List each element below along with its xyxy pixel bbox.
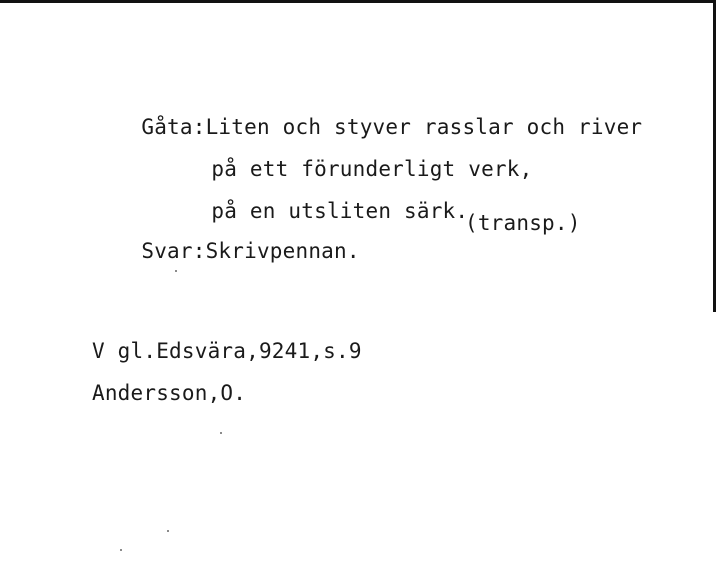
riddle-text-3: på en utsliten särk. — [211, 199, 469, 223]
paper-speck — [120, 549, 122, 551]
answer-text: Skrivpennan. — [205, 239, 360, 263]
riddle-text-2: på ett förunderligt verk, — [211, 157, 533, 181]
collector-name: Andersson,O. — [92, 381, 247, 405]
source-reference: V gl.Edsvära,9241,s.9 — [92, 339, 362, 363]
riddle-text-1: Liten och styver rasslar och river — [205, 115, 643, 139]
paper-speck — [167, 530, 169, 532]
transcription-note: (transp.) — [465, 211, 581, 235]
answer-label: Svar: — [141, 239, 206, 263]
card-top-border — [0, 0, 716, 3]
answer-line — [90, 212, 360, 290]
riddle-label: Gåta: — [141, 115, 206, 139]
paper-speck — [220, 432, 222, 434]
paper-speck — [175, 270, 177, 272]
